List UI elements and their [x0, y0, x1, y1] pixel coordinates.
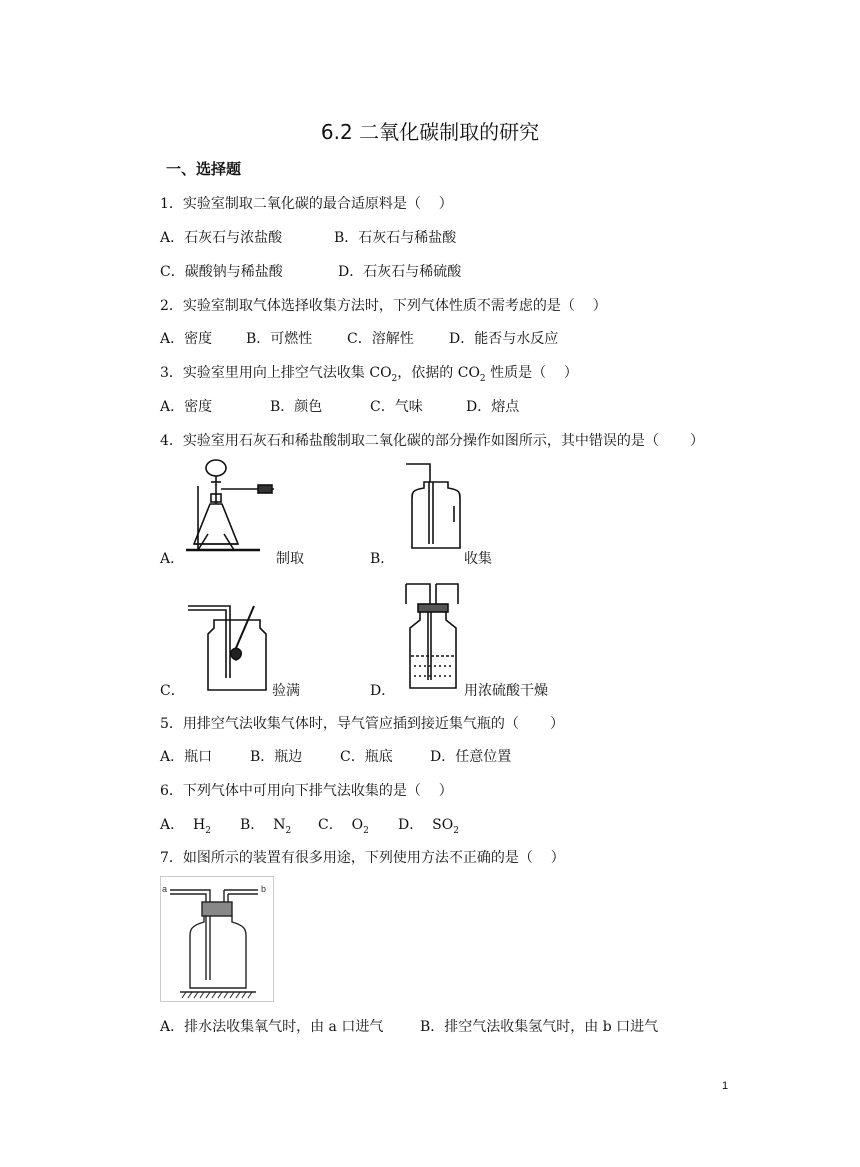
figure-label-b: b: [261, 884, 267, 894]
page-number: 1: [722, 1080, 729, 1092]
section-heading: 一、选择题: [166, 160, 242, 178]
q1-option-b: B．石灰石与稀盐酸: [334, 230, 457, 246]
question-7: 7．如图所示的装置有很多用途，下列使用方法不正确的是（ ）: [160, 850, 565, 866]
q7-option-b: B．排空气法收集氢气时，由 b 口进气: [420, 1019, 659, 1035]
q6-option-a: A． $H_2$: [160, 817, 211, 836]
question-4: 4．实验室用石灰石和稀盐酸制取二氧化碳的部分操作如图所示，其中错误的是（ ）: [160, 433, 705, 449]
figure-label-a: a: [162, 884, 168, 894]
q3-option-c: C．气味: [370, 399, 423, 415]
q1-option-c: C．碳酸钠与稀盐酸: [160, 264, 283, 280]
q4-option-c: C．: [160, 683, 185, 699]
q4-option-a-caption: 制取: [276, 551, 304, 567]
q5-option-d: D．任意位置: [430, 749, 512, 765]
q1-option-a: A．石灰石与浓盐酸: [160, 230, 283, 246]
question-6: 6．下列气体中可用向下排气法收集的是（ ）: [160, 783, 453, 799]
q4-option-d: D．: [370, 683, 396, 699]
q4-option-d-caption: 用浓硫酸干燥: [464, 683, 548, 699]
question-5: 5．用排空气法收集气体时，导气管应插到接近集气瓶的（ ）: [160, 716, 565, 732]
q4-option-b: B．: [370, 551, 395, 567]
q5-option-b: B．瓶边: [250, 749, 303, 765]
page-title: 6.2 二氧化碳制取的研究: [320, 120, 540, 144]
figure-b-collection-bottle: [402, 460, 466, 554]
q1-option-d: D．石灰石与稀硫酸: [338, 264, 462, 280]
figure-d-drying-bottle: [400, 580, 464, 694]
q2-option-c: C．溶解性: [347, 331, 414, 347]
question-1: 1．实验室制取二氧化碳的最合适原料是（ ）: [160, 196, 453, 212]
q6-option-c: C． $O_2$: [318, 817, 369, 836]
question-3: 3．实验室里用向上排空气法收集 $CO_2$，依据的 $CO_2$ 性质是（ ）: [160, 365, 578, 384]
q2-option-b: B．可燃性: [246, 331, 313, 347]
q7-option-a: A．排水法收集氧气时，由 a 口进气: [160, 1019, 384, 1035]
q6-option-b: B． $N_2$: [240, 817, 292, 836]
figure-c-check-full: [184, 598, 274, 692]
q4-option-b-caption: 收集: [464, 551, 492, 567]
q6-option-d: D． $SO_2$: [398, 817, 459, 836]
q3-option-a: A．密度: [160, 399, 213, 415]
q2-option-a: A．密度: [160, 331, 213, 347]
figure-q7-multipurpose-bottle: [160, 876, 274, 1002]
q3-option-b: B．颜色: [270, 399, 323, 415]
q4-option-c-caption: 验满: [272, 683, 300, 699]
q3-option-d: D．熔点: [466, 399, 520, 415]
q5-option-c: C．瓶底: [340, 749, 393, 765]
q2-option-d: D．能否与水反应: [449, 331, 559, 347]
figure-a-generation-apparatus: [184, 456, 280, 556]
q4-option-a: A．: [160, 551, 185, 567]
q5-option-a: A．瓶口: [160, 749, 213, 765]
question-2: 2．实验室制取气体选择收集方法时，下列气体性质不需考虑的是（ ）: [160, 298, 607, 314]
